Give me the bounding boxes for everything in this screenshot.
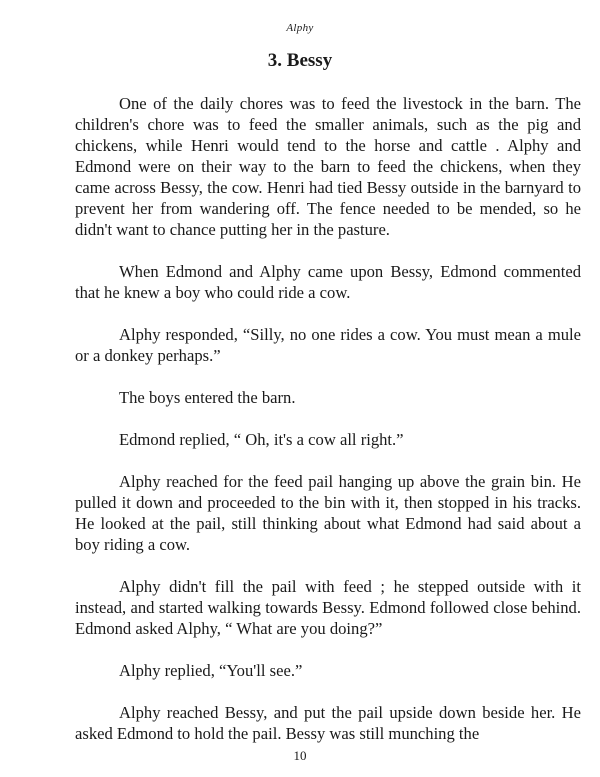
- paragraph: The boys entered the barn.: [119, 388, 296, 407]
- paragraph: When Edmond and Alphy came upon Bessy, Edmond commented that he knew a boy who could ride a cow.: [75, 262, 581, 302]
- paragraph: Alphy reached for the feed pail hanging up above the grain bin. He pulled it down and proceeded to the bin with it, then stopped in his tracks. He looked at the pail, still thinking about what Edmond had said about a boy riding a cow.: [75, 472, 581, 554]
- paragraph: Alphy didn't fill the pail with feed ; he stepped outside with it instead, and started walking towards Bessy. Edmond followed close behind. Edmond asked Alphy, “ What are you doing?”: [75, 577, 581, 638]
- paragraph: Alphy replied, “You'll see.”: [119, 661, 303, 680]
- chapter-title: 3. Bessy: [267, 50, 333, 71]
- running-head: Alphy: [286, 22, 314, 34]
- paragraph: Alphy reached Bessy, and put the pail upside down beside her. He asked Edmond to hold the pail. Bessy was still munching the: [75, 703, 581, 743]
- paragraph: Edmond replied, “ Oh, it's a cow all right.”: [119, 430, 404, 449]
- paragraph: Alphy responded, “Silly, no one rides a cow. You must mean a mule or a donkey perhaps.”: [75, 325, 581, 365]
- body-text: [75, 93, 581, 744]
- paragraph: One of the daily chores was to feed the livestock in the barn. The children's chore was to feed the smaller animals, such as the pig and chickens, while Henri would tend to the horse and cattle . Alphy and Edmond were on their way to the barn to feed the chickens, when they came across Bessy, the cow. Henri had tied Bessy outside in the barnyard to prevent her from wandering off. The fence needed to be mended, so he didn't want to chance putting her in the pasture.: [75, 94, 581, 239]
- page-number: 10: [293, 748, 307, 763]
